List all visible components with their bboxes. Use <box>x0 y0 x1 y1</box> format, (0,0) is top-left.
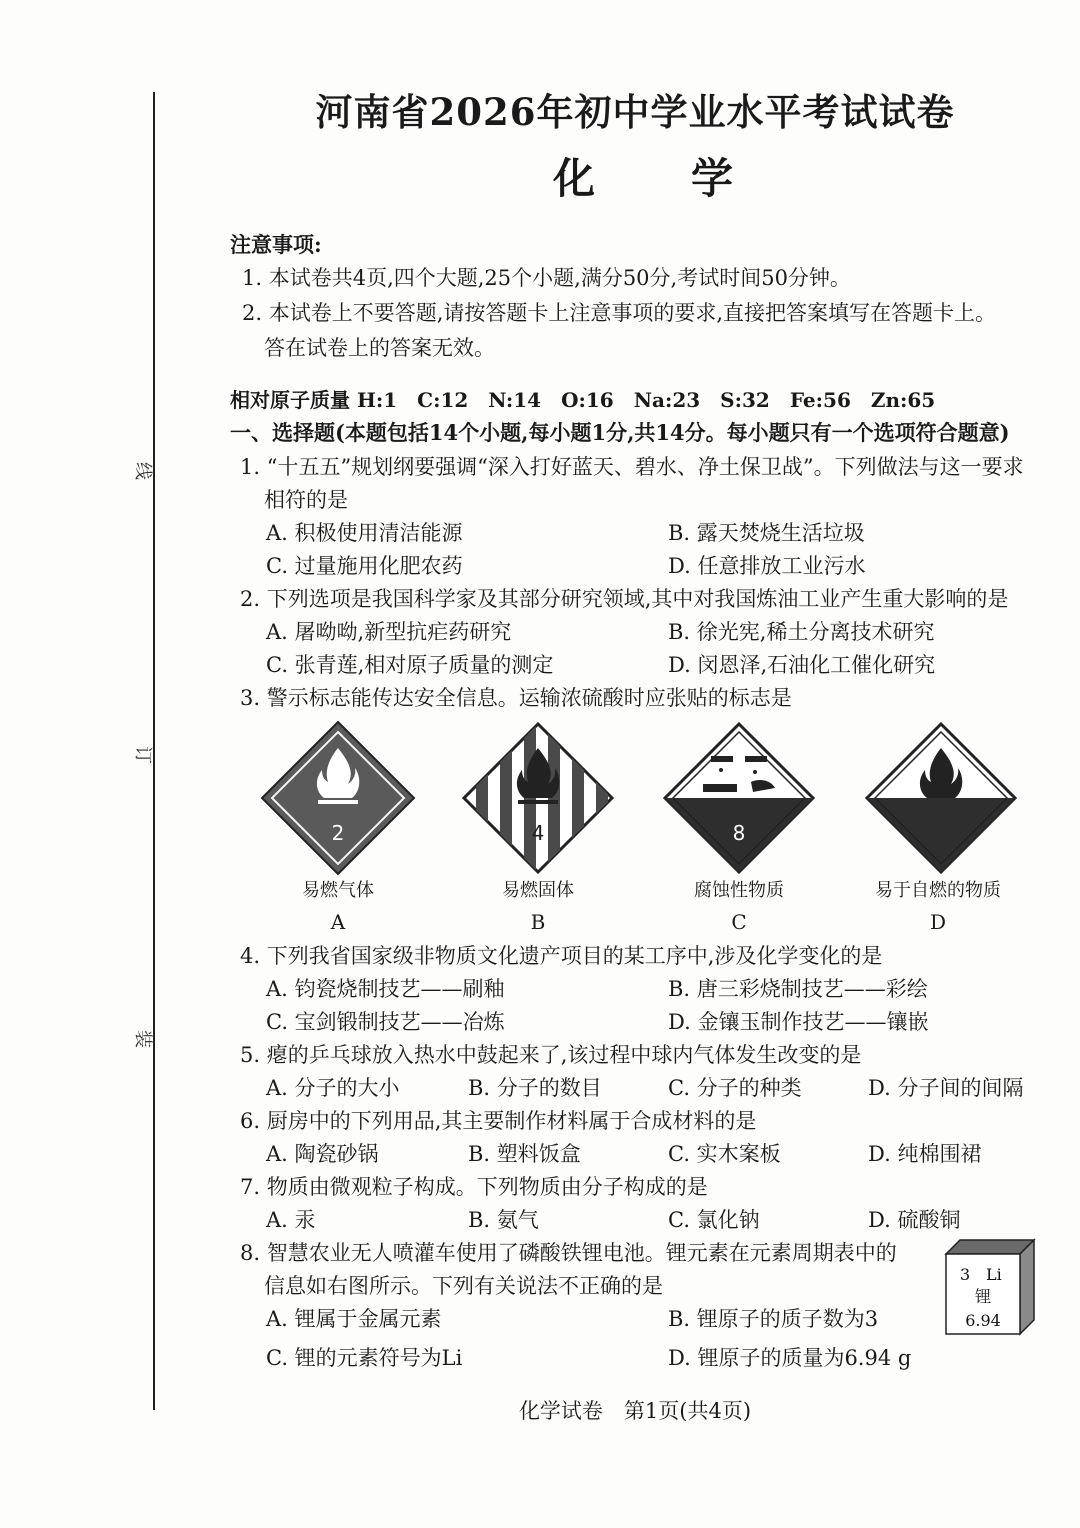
q1-option-d: D. 任意排放工业污水 <box>668 554 866 578</box>
q7-option-a: A. 汞 <box>266 1208 316 1232</box>
q6-option-b: B. 塑料饭盒 <box>468 1142 581 1166</box>
q3-stem: 3. 警示标志能传达安全信息。运输浓硫酸时应张贴的标志是 <box>240 686 792 710</box>
page-footer: 化学试卷 第1页(共4页) <box>518 1399 752 1423</box>
sign-b-letter: B <box>530 910 546 934</box>
sign-c-caption: 腐蚀性物质 <box>694 880 784 901</box>
q5-option-d: D. 分子间的间隔 <box>868 1076 1024 1100</box>
q4-option-c: C. 宝剑锻制技艺——冶炼 <box>266 1010 505 1034</box>
q2-option-d: D. 闵恩泽,石油化工催化研究 <box>668 653 936 677</box>
page-title: 河南省2026年初中学业水平考试试卷 <box>315 90 955 134</box>
q2-stem: 2. 下列选项是我国科学家及其部分研究领域,其中对我国炼油工业产生重大影响的是 <box>240 587 1009 611</box>
sign-b-number: 4 <box>531 821 545 845</box>
q8-option-d: D. 锂原子的质量为6.94 g <box>668 1346 912 1370</box>
binding-char-ding: 订 <box>132 746 153 764</box>
q6-option-c: C. 实木案板 <box>668 1142 781 1166</box>
notice-item-2: 2. 本试卷上不要答题,请按答题卡上注意事项的要求,直接把答案填写在答题卡上。 <box>242 301 997 325</box>
q8-stem: 8. 智慧农业无人喷灌车使用了磷酸铁锂电池。锂元素在元素周期表中的 <box>240 1241 897 1265</box>
sign-c-number: 8 <box>732 821 746 845</box>
notice-item-1: 1. 本试卷共4页,四个大题,25个小题,满分50分,考试时间50分钟。 <box>242 266 851 290</box>
q8-option-b: B. 锂原子的质子数为3 <box>668 1307 879 1331</box>
sign-b-caption: 易燃固体 <box>502 880 574 901</box>
element-mass: 6.94 <box>965 1311 1001 1330</box>
element-symbol: Li <box>986 1265 1002 1284</box>
q4-stem: 4. 下列我省国家级非物质文化遗产项目的某工序中,涉及化学变化的是 <box>240 944 883 968</box>
q4-option-a: A. 钧瓷烧制技艺——刷釉 <box>266 977 505 1001</box>
binding-char-xian: 线 <box>132 462 153 480</box>
q6-option-d: D. 纯棉围裙 <box>868 1142 982 1166</box>
q5-stem: 5. 瘪的乒乓球放入热水中鼓起来了,该过程中球内气体发生改变的是 <box>240 1043 862 1067</box>
q2-option-b: B. 徐光宪,稀土分离技术研究 <box>668 620 935 644</box>
element-number: 3 <box>960 1265 971 1284</box>
q2-option-c: C. 张青莲,相对原子质量的测定 <box>266 653 554 677</box>
element-name: 锂 <box>974 1287 992 1306</box>
q4-option-b: B. 唐三彩烧制技艺——彩绘 <box>668 977 928 1001</box>
q8-stem-cont: 信息如右图所示。下列有关说法不正确的是 <box>264 1274 663 1298</box>
q2-option-a: A. 屠呦呦,新型抗疟药研究 <box>266 620 512 644</box>
q4-option-d: D. 金镶玉制作技艺——镶嵌 <box>668 1010 929 1034</box>
binding-char-zhuang: 装 <box>132 1030 153 1048</box>
q8-option-a: A. 锂属于金属元素 <box>266 1307 442 1331</box>
q5-option-b: B. 分子的数目 <box>468 1076 602 1100</box>
q5-option-c: C. 分子的种类 <box>668 1076 802 1100</box>
sign-b-flammable-solid <box>458 718 618 878</box>
q1-stem-cont: 相符的是 <box>264 488 348 512</box>
q8-option-c: C. 锂的元素符号为Li <box>266 1346 463 1370</box>
subject-title: 化学 <box>553 154 830 203</box>
sign-a-letter: A <box>330 910 346 934</box>
notice-item-2-cont: 答在试卷上的答案无效。 <box>264 336 495 360</box>
q6-stem: 6. 厨房中的下列用品,其主要制作材料属于合成材料的是 <box>240 1109 757 1133</box>
q7-option-b: B. 氨气 <box>468 1208 539 1232</box>
q1-option-c: C. 过量施用化肥农药 <box>266 554 463 578</box>
sign-c-letter: C <box>731 910 747 934</box>
sign-d-caption: 易于自燃的物质 <box>875 880 1001 901</box>
q6-option-a: A. 陶瓷砂锅 <box>266 1142 379 1166</box>
notice-heading: 注意事项: <box>230 232 322 257</box>
q7-stem: 7. 物质由微观粒子构成。下列物质由分子构成的是 <box>240 1175 708 1199</box>
q1-option-b: B. 露天焚烧生活垃圾 <box>668 521 865 545</box>
q1-option-a: A. 积极使用清洁能源 <box>266 521 463 545</box>
sign-a-caption: 易燃气体 <box>302 880 374 901</box>
q1-stem: 1. “十五五”规划纲要强调“深入打好蓝天、碧水、净土保卫战”。下列做法与这一要求 <box>240 455 1024 479</box>
q5-option-a: A. 分子的大小 <box>266 1076 400 1100</box>
sign-d-spontaneously-combustible <box>861 718 1021 878</box>
sign-a-flammable-gas <box>258 718 418 878</box>
lithium-element-cube <box>942 1236 1037 1336</box>
q7-option-d: D. 硫酸铜 <box>868 1208 961 1232</box>
q7-option-c: C. 氯化钠 <box>668 1208 760 1232</box>
sign-a-number: 2 <box>331 821 345 845</box>
sign-d-letter: D <box>929 910 947 934</box>
atomic-mass-list: 相对原子质量 H:1 C:12 N:14 O:16 Na:23 S:32 Fe:56 Zn:65 <box>230 388 936 412</box>
section-1-heading: 一、选择题(本题包括14个小题,每小题1分,共14分。每小题只有一个选项符合题意) <box>230 420 1010 445</box>
sign-c-corrosive <box>659 718 819 878</box>
